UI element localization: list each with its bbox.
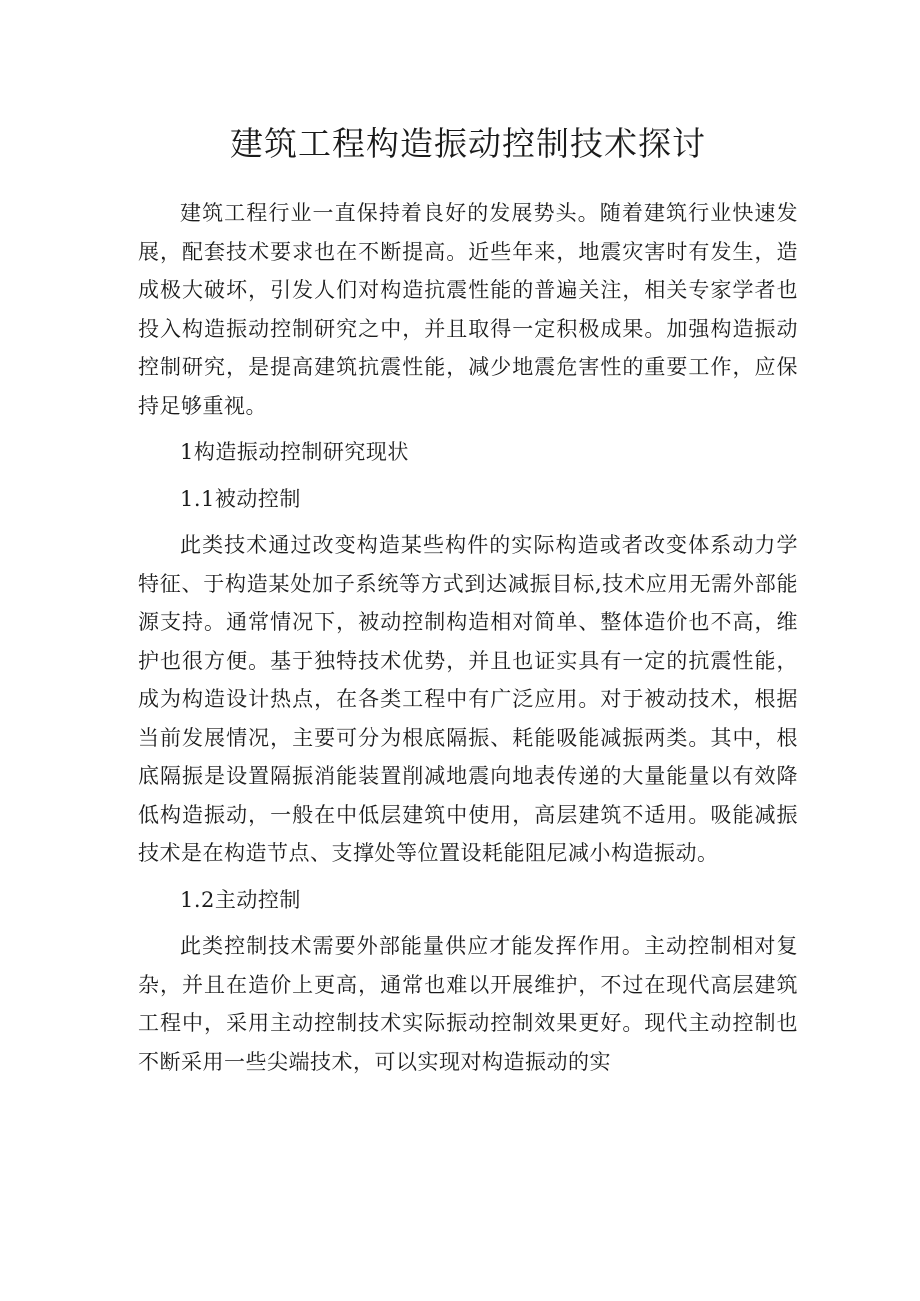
section-1-2-heading: 1.2主动控制 (180, 887, 301, 912)
document-title: 建筑工程构造振动控制技术探讨 (230, 124, 706, 163)
intro-paragraph: 建筑工程行业一直保持着良好的发展势头。随着建筑行业快速发展，配套技术要求也在不断提高。近些年来，地震灾害时有发生，造成极大破坏，引发人们对构造抗震性能的普遍关注，相关专家学者也投入构造振动控制研究之中，并且取得一定积极成果。加强构造振动控制研究，是提高建筑抗震性能，减少地震危害性的重要工作，应保持足够重视。 (138, 201, 798, 418)
document-page (138, 120, 798, 1089)
section-1-heading: 1构造振动控制研究现状 (180, 440, 409, 464)
section-1-1-paragraph: 此类技术通过改变构造某些构件的实际构造或者改变体系动力学特征、于构造某处加子系统等方式到达减振目标,技术应用无需外部能源支持。通常情况下，被动控制构造相对简单、整体造价也不高，维护也很方便。基于独特技术优势，并且也证实具有一定的抗震性能，成为构造设计热点，在各类工程中有广泛应用。对于被动技术，根据当前发展情况，主要可分为根底隔振、耗能吸能减振两类。其中，根底隔振是设置隔振消能装置削减地震向地表传递的大量能量以有效降低构造振动，一般在中低层建筑中使用，高层建筑不适用。吸能减振技术是在构造节点、支撑处等位置设耗能阻尼减小构造振动。 (138, 533, 798, 865)
section-1-2-paragraph: 此类控制技术需要外部能量供应才能发挥作用。主动控制相对复杂，并且在造价上更高，通常也难以开展维护，不过在现代高层建筑工程中，采用主动控制技术实际振动控制效果更好。现代主动控制也不断采用一些尖端技术，可以实现对构造振动的实 (138, 934, 798, 1074)
section-1-1-heading: 1.1被动控制 (180, 486, 301, 511)
